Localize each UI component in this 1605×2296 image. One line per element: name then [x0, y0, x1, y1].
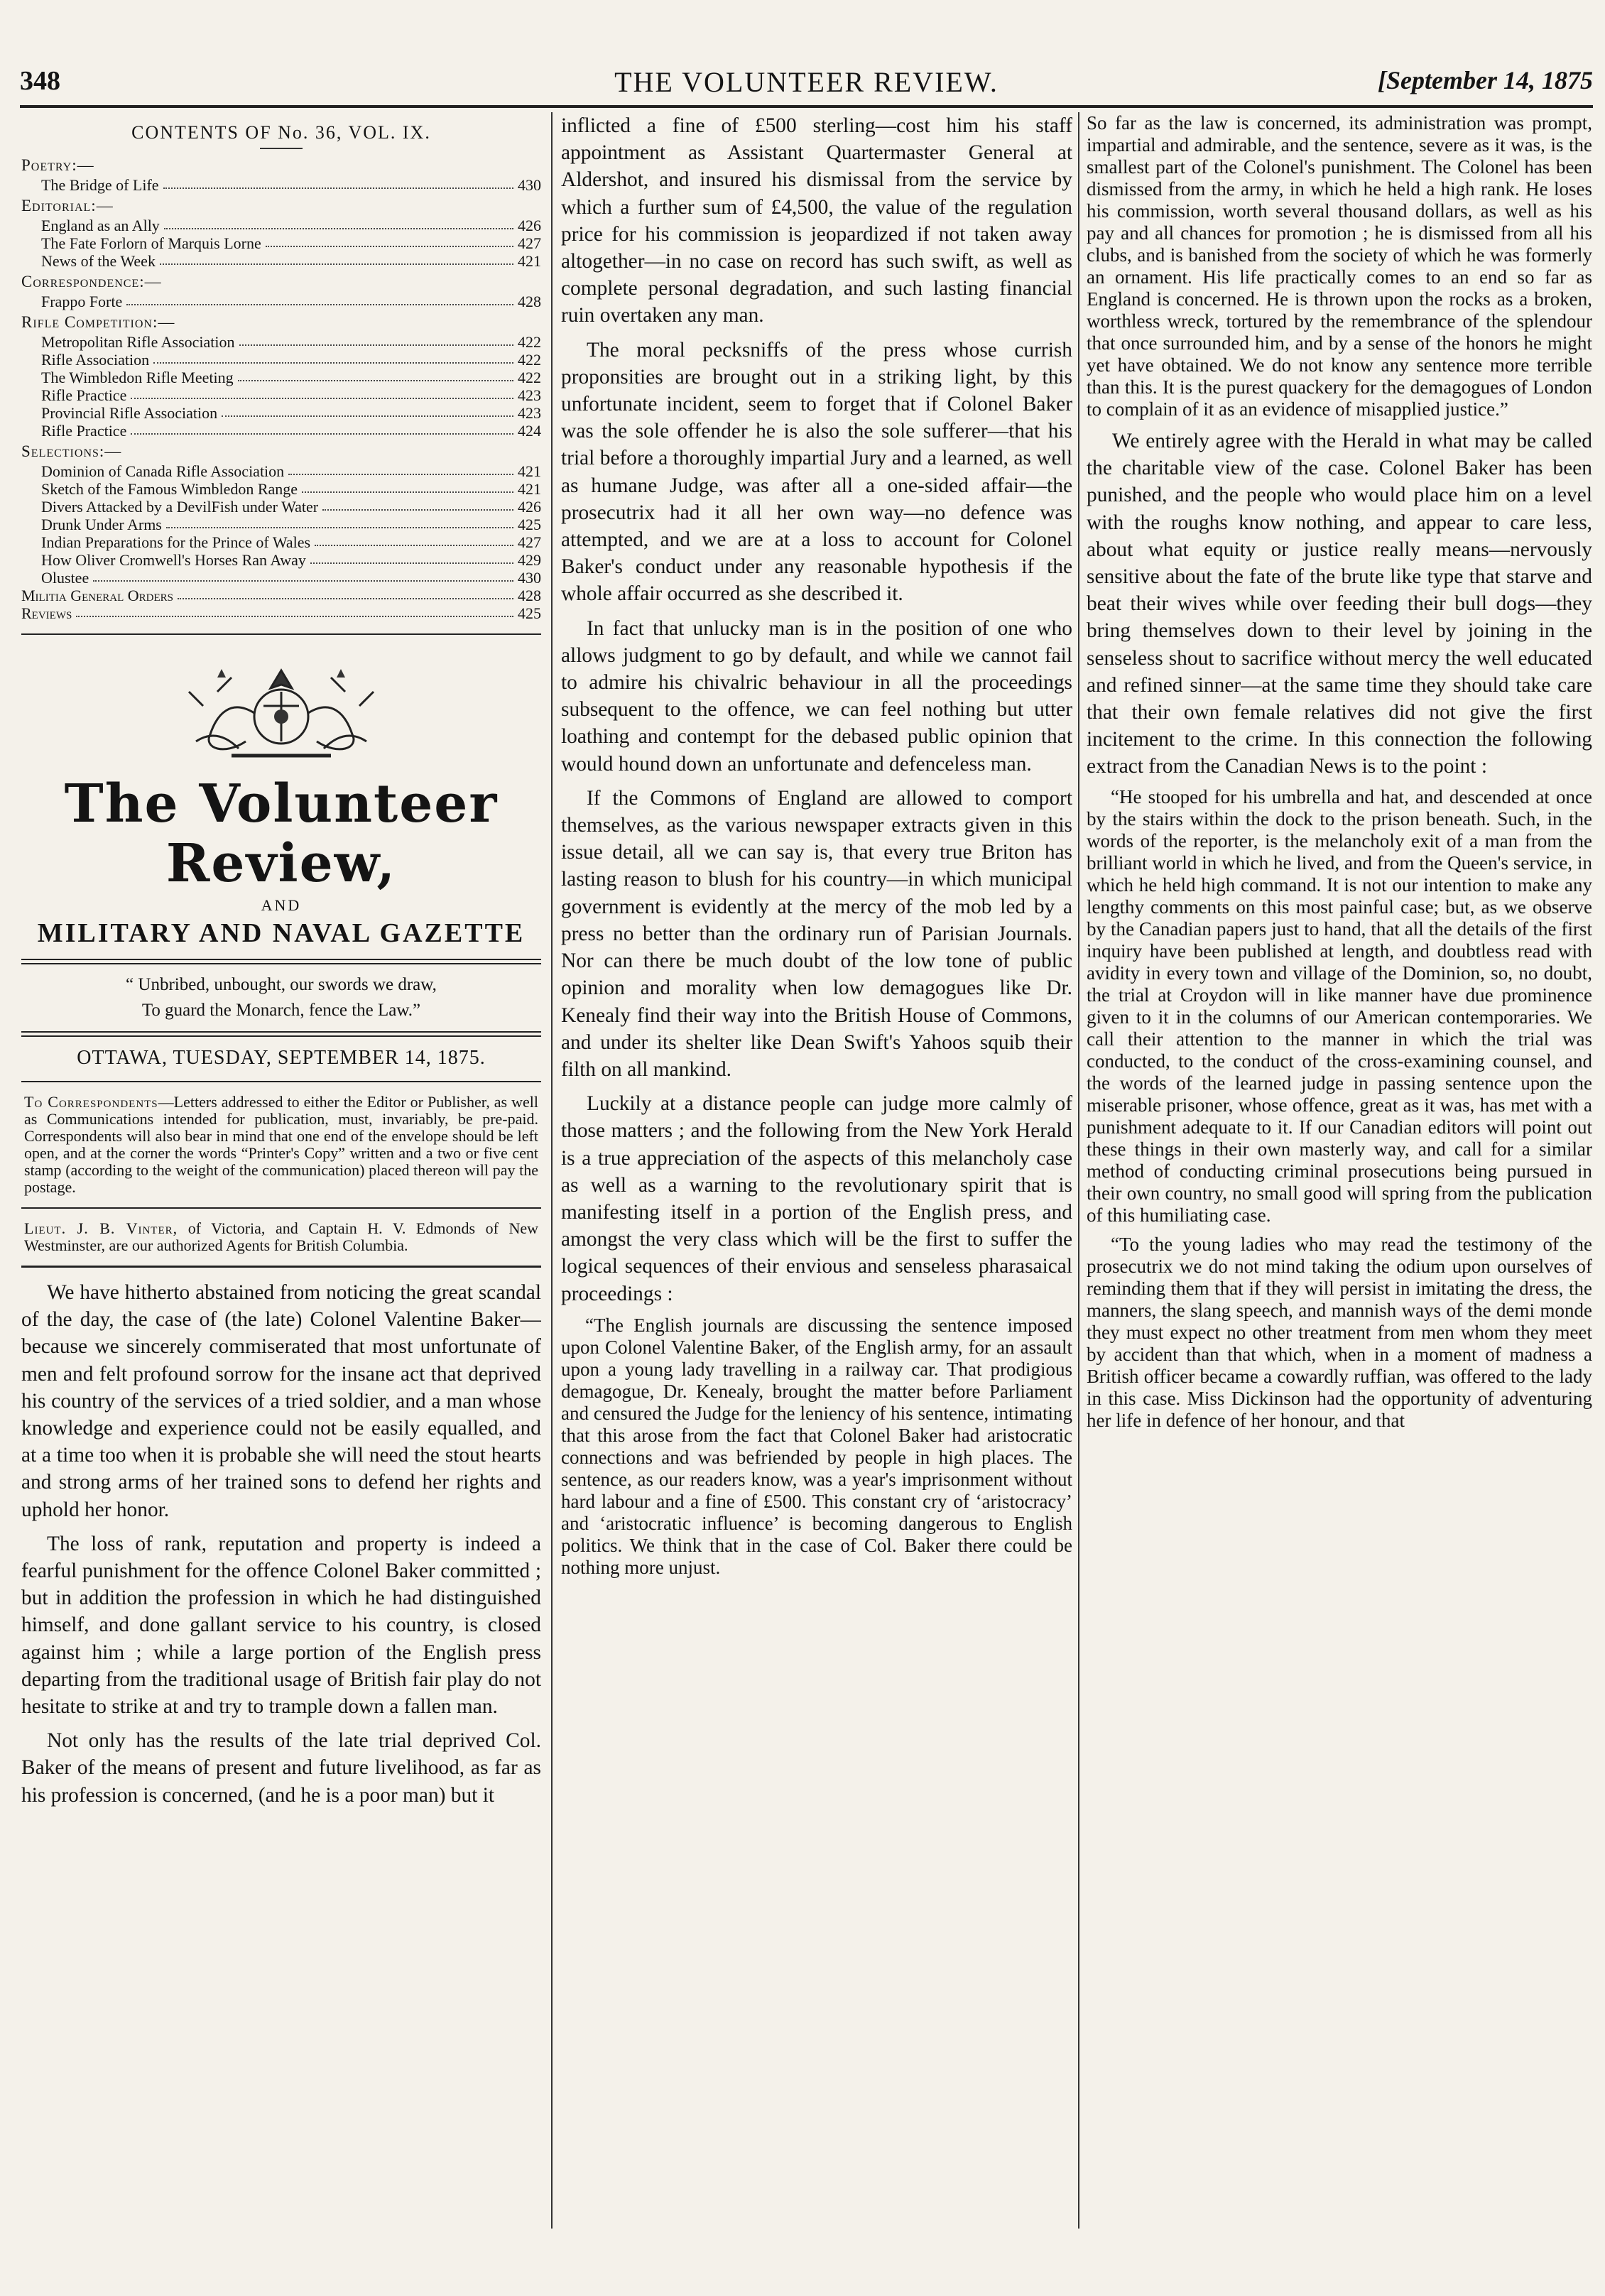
contents-item-page: 425	[518, 516, 541, 533]
contents-item-page: 426	[518, 498, 541, 516]
motto-line: To guard the Monarch, fence the Law.”	[141, 1001, 421, 1020]
royal-crest-icon	[175, 656, 388, 770]
contents-item-page: 426	[518, 217, 541, 234]
article-body	[1087, 428, 1592, 780]
issue-date: [September 14, 1875	[1378, 66, 1593, 94]
contents-item-page: 421	[518, 480, 541, 498]
contents-item	[41, 386, 541, 404]
motto-line: “ Unbribed, unbought, our swords we draw,	[126, 975, 437, 994]
dateline: OTTAWA, TUESDAY, SEPTEMBER 14, 1875.	[77, 1047, 486, 1069]
contents-section-heading: Selections:—	[21, 442, 122, 460]
contents-item-page: 428	[518, 587, 541, 604]
contents-item	[41, 293, 541, 310]
contents-item	[41, 404, 541, 422]
running-head	[20, 65, 1593, 108]
contents-item	[41, 569, 541, 587]
contents-item	[21, 587, 541, 604]
canadian-news-quote: “He stooped for his umbrella and hat, and descended at once by the stairs within the dock to the prison beneath. Such, in the words of the reporter, is the melancholy exit of a man from the brilliant world in which he lived, and from the Queen's service, in which he held high command. It is not our intention to make any lengthy comments on this most painful case; but, as we observe by the Canadian papers just to hand, that all the details of the first inquiry have been published at length, and doubtless read with avidity in every town and village of the Dominion, so, no doubt, the trial at Croydon will in like manner have due prominence given to it in the columns of our American contemporaries. We call their attention to the manner in which the trial was conducted, to the conduct of the cross-examining counsel, and the words of the learned judge in passing sentence upon the miserable prisoner, whose offence, great as it was, has met with a punishment adequate to it. If our Canadian editors will point out these things in their own masterly way, and call for a similar method of conducting criminal prosecutions being pursued in their own country, no small good will spring from the publication of this humiliating case.	[1087, 785, 1592, 1226]
contents-item-title: How Oliver Cromwell's Horses Ran Away	[41, 551, 306, 569]
contents-item-page: 425	[518, 604, 541, 622]
contents-item	[41, 252, 541, 270]
contents-item-title: The Fate Forlorn of Marquis Lorne	[41, 234, 261, 252]
contents-list	[21, 156, 541, 622]
divider-rule	[21, 1081, 541, 1082]
contents-item	[41, 333, 541, 351]
column-2	[561, 112, 1072, 2268]
leader-dots	[266, 234, 513, 247]
contents-item-title: Indian Preparations for the Prince of Wales	[41, 533, 311, 551]
contents-item	[41, 351, 541, 369]
contents-item-title: News of the Week	[41, 252, 156, 270]
header-rule	[20, 105, 1593, 108]
contents-item-page: 430	[518, 176, 541, 194]
contents-item-title: Frappo Forte	[41, 293, 123, 310]
notice-label: To Correspondents	[24, 1093, 158, 1111]
masthead-and: AND	[261, 896, 302, 914]
leader-dots	[93, 569, 513, 582]
column-divider	[1078, 112, 1079, 2229]
herald-quote: “The English journals are discussing the sentence imposed upon Colonel Valentine Baker, of the English army, for an assault upon a young lady travelling in a railway car. That prodigious demagogue, Dr. Kenealy, brought the matter before Parliament and censured the Judge for the leniency of his sentence, intimating that this arose from the fact that Colonel Baker had aristocratic connections and was befriended by people in high places. The sentence, as our readers know, was a year's imprisonment without hard labour and a fine of £500. This constant cry of ‘aristocracy’ and ‘aristocratic influence’ is becoming dangerous to English politics. We think that in the case of Col. Baker there could be nothing more unjust.	[561, 1314, 1072, 1578]
contents-item-title: The Bridge of Life	[41, 176, 159, 194]
leader-dots	[126, 293, 513, 305]
divider-rule	[21, 633, 541, 635]
leader-dots	[166, 516, 513, 528]
notice-text: of Victoria, and Captain H. V. Edmonds of New Westminster, are our authorized Agents for British Columbia.	[24, 1219, 538, 1254]
contents-item-page: 422	[518, 351, 541, 369]
contents-item	[41, 369, 541, 386]
contents-item-title: Militia General Orders	[21, 587, 173, 604]
leader-dots	[238, 369, 513, 381]
leader-dots	[131, 422, 513, 435]
contents-item-title: Olustee	[41, 569, 89, 587]
contents-item-title: England as an Ally	[41, 217, 160, 234]
contents-section-heading: Editorial:—	[21, 197, 114, 214]
contents-item	[41, 516, 541, 533]
contents-item-page: 422	[518, 369, 541, 386]
paragraph: In fact that unlucky man is in the position of one who allows judgment to go by default, and while we cannot fail to admire his chivalric behaviour in all the proceedings subsequent to the offence, we can feel nothing but utter loathing and contempt for the debased public opinion that would hound down an unfortunate and defenceless man.	[561, 616, 1072, 776]
agents-notice	[24, 1220, 538, 1254]
correspondents-notice	[24, 1094, 538, 1196]
contents-item	[41, 498, 541, 516]
contents-item-page: 427	[518, 533, 541, 551]
contents-item-title: Divers Attacked by a DevilFish under Water	[41, 498, 319, 516]
masthead-subtitle: MILITARY AND NAVAL GAZETTE	[37, 918, 526, 948]
column-3	[1087, 112, 1592, 2268]
column-1	[21, 112, 541, 2268]
divider-rule	[21, 1207, 541, 1209]
leader-dots	[153, 351, 513, 364]
contents-item-title: Rifle Association	[41, 351, 150, 369]
contents-item-page: 423	[518, 386, 541, 404]
leader-dots	[302, 480, 513, 493]
contents-item	[41, 217, 541, 234]
herald-quote-continued: So far as the law is concerned, its administration was prompt, impartial and admirable, and the sentence, severe as it was, is the smallest part of the Colonel's punishment. The Colonel has been dismissed from the army, in which he held a high rank. He loses his commission, worth several thousand dollars, as well as his pay and all chances for promotion ; he is dismissed from all his clubs, and is banished from the society of which he was formerly an ornament. His life practically comes to an end so far as England is concerned. He is thrown upon the rocks as a broken, worthless wreck, tortured by the remembrance of the splendour that once surrounded him, and by a sense of the honors he might yet have obtained. We do not know any sentence more terrible than this. It is the purest quackery for the demagogues of London to complain of it as an evidence of misapplied justice.”	[1087, 112, 1592, 420]
leader-dots	[131, 386, 513, 399]
contents-title: CONTENTS OF No. 36, VOL. IX.	[131, 122, 431, 143]
canadian-news-quote: “To the young ladies who may read the testimony of the prosecutrix we do not mind taking the odium upon ourselves of reminding them that if they will persist in imitating the dress, the manners, the slang speech, and mannish ways of the demi monde they must expect no other treatment from men whom they meet by accident than that which, when in a moment of madness a British officer became a cowardly ruffian, was offered to the lady in this case. Miss Dickinson had the opportunity of adventuring her life in defence of her honour, and that	[1087, 1233, 1592, 1431]
contents-item-title: Rifle Practice	[41, 386, 127, 404]
contents-section-heading: Poetry:—	[21, 156, 94, 174]
publication-title: THE VOLUNTEER REVIEW.	[614, 66, 999, 98]
contents-item-title: Reviews	[21, 604, 72, 622]
contents-item	[41, 551, 541, 569]
paragraph: If the Commons of England are allowed to comport themselves, as the various newspaper extracts given in this issue detail, all we can say is, that every true Briton has lasting reason to blush for his country—in which municipal government is evidently at the mercy of the mob led by a press no better than the ordinary run of Parisian Journals. Nor can there be much doubt of the low tone of public opinion and morality when low demagogues like Dr. Kenealy find their way into the British House of Commons, and under its shelter like Dean Swift's Yahoos squib their filth on all mankind.	[561, 786, 1072, 1081]
contents-item-title: Rifle Practice	[41, 422, 127, 440]
contents-item-page: 423	[518, 404, 541, 422]
contents-item-title: Sketch of the Famous Wimbledon Range	[41, 480, 298, 498]
leader-dots	[76, 604, 513, 617]
notice-label: Lieut. J. B. Vinter,	[24, 1219, 178, 1237]
contents-section-heading: Rifle Competition:—	[21, 313, 175, 331]
contents-item-title: Metropolitan Rifle Association	[41, 333, 235, 351]
contents-item-title: Provincial Rifle Association	[41, 404, 218, 422]
article-body	[561, 112, 1072, 1307]
contents-item	[41, 480, 541, 498]
page-number: 348	[20, 66, 60, 96]
contents-item	[41, 462, 541, 480]
leader-dots	[310, 551, 513, 564]
contents-item	[41, 422, 541, 440]
leader-dots	[160, 252, 513, 265]
contents-item-title: The Wimbledon Rifle Meeting	[41, 369, 234, 386]
contents-item	[41, 533, 541, 551]
contents-item	[21, 604, 541, 622]
notice-text: —Letters addressed to either the Editor or Publisher, as well as Communications intended for publication, must, invariably, be pre-paid. Correspondents will also bear in mind that one end of the envelope should be left open, and at the corner the words “Printer's Copy” written and a two or five cent stamp (according to the weight of the communication) placed thereon will pay the postage.	[24, 1093, 538, 1196]
contents-section-heading: Correspondence:—	[21, 273, 162, 290]
leader-dots	[239, 333, 513, 346]
paragraph: We entirely agree with the Herald in what may be called the charitable view of the case. Colonel Baker has been punished, and the people who would place him on a level with the roughs know nothing, and appear to care less, about what equity or justice really means—nervously sensitive about the fate of the brute like type that starve and beat their wives while over feeding their bull dogs—they bring themselves down to their level by joining in the senseless shout to sacrifice without mercy the well educated and refined sinner—at the same time they should take care that their own female relatives did not give the first incitement to the crime. In this connection the following extract from the Canadian News is to the point :	[1087, 430, 1592, 778]
contents-rule	[260, 148, 303, 149]
paragraph: inflicted a fine of £500 sterling—cost him his staff appointment as Assistant Quartermaster General at Aldershot, and insured his dismissal from the service by which a further sum of £4,500, the value of the regulation price for his commission is jeopardized if not taken away altogether—in no case on record has such swift, as well as complete personal degradation, and such lasting financial ruin overtaken any man.	[561, 114, 1072, 327]
leader-dots	[164, 217, 513, 229]
contents-item-page: 422	[518, 333, 541, 351]
masthead-title: The Volunteer Review,	[64, 773, 499, 894]
contents-item-page: 421	[518, 462, 541, 480]
contents-item	[41, 234, 541, 252]
leader-dots	[315, 533, 513, 546]
paragraph: We have hitherto abstained from noticing the great scandal of the day, the case of (the late) Colonel Valentine Baker—because we sincerely commiserated that most unfortunate of men and felt profound sorrow for the insane act that deprived his country of the services of a tried soldier, and a man whose knowledge and experience could not be easily equalled, and at a time too when it is probable she will need the stout hearts and strong arms of her trained sons to defend her rights and uphold her honor.	[21, 1281, 541, 1521]
contents-item-page: 424	[518, 422, 541, 440]
paragraph: Not only has the results of the late trial deprived Col. Baker of the means of present and future livelihood, as far as his profession is concerned, (and he is a poor man) but it	[21, 1729, 541, 1807]
leader-dots	[288, 462, 513, 475]
leader-dots	[222, 404, 513, 417]
column-divider	[551, 112, 553, 2229]
paragraph: The moral pecksniffs of the press whose currish proponsities are brought out in a striking light, by this unfortunate incident, seem to forget that if Colonel Baker was the sole offender he is also the sole sufferer—that his trial before a thoroughly impartial Jury and a learned, as well as humane Judge, was after all a one-sided affair—the prosecutrix had it all her own way—no defence was attempted, and we are at a loss to account for Colonel Baker's conduct under any reasonable hypothesis if the whole affair occurred as she described it.	[561, 338, 1072, 606]
contents-item-page: 427	[518, 234, 541, 252]
contents-item-page: 430	[518, 569, 541, 587]
leader-dots	[322, 498, 513, 511]
contents-item-title: Drunk Under Arms	[41, 516, 162, 533]
contents-item	[41, 176, 541, 194]
paragraph: The loss of rank, reputation and property is indeed a fearful punishment for the offence Colonel Baker committed ; but in addition the profession in which he had distinguished himself, and done gallant service to his country, is closed against him ; while a large portion of the English press departing from the traditional usage of British fair play do not hesitate to strike at and try to trample down a fallen man.	[21, 1532, 541, 1719]
article-body	[21, 1279, 541, 1809]
contents-item-page: 428	[518, 293, 541, 310]
leader-dots	[178, 587, 513, 599]
divider-rule	[21, 1266, 541, 1268]
leader-dots	[163, 176, 513, 189]
contents-item-title: Dominion of Canada Rifle Association	[41, 462, 285, 480]
divider-rule	[21, 959, 541, 964]
contents-item-page: 429	[518, 551, 541, 569]
paragraph: Luckily at a distance people can judge more calmly of those matters ; and the following from the New York Herald is a true appreciation of the aspects of this melancholy case as well as a warning to the revolutionary spirit that is manifesting itself in a portion of the English press, and amongst the very class which will be the first to suffer the logical sequences of their envious and senseless pharasaical proceedings :	[561, 1092, 1072, 1305]
contents-item-page: 421	[518, 252, 541, 270]
divider-rule	[21, 1031, 541, 1037]
